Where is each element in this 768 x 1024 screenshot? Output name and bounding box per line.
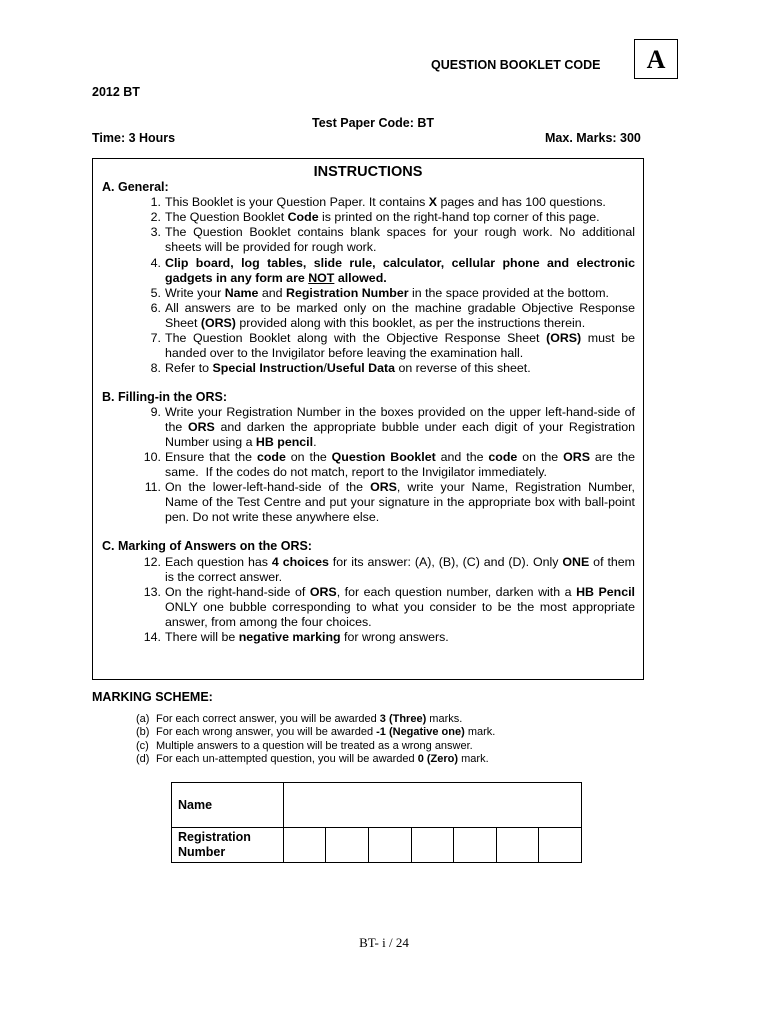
instruction-item: 2. The Question Booklet Code is printed on the right-hand top corner of this page. (150, 210, 600, 224)
instruction-item: 7. The Question Booklet along with the Objective Response Sheet (ORS) must be handed over to the Invigilator before leaving the examination hall. (150, 331, 635, 361)
registration-digit-box[interactable] (284, 828, 326, 863)
instruction-item: 13. On the right-hand-side of ORS, for each question number, darken with a HB Pencil ONLY one bubble corresponding to what you consider to be the most appropriate answer, from among the four choices. (143, 585, 635, 630)
instruction-item: 8. Refer to Special Instruction/Useful Data on reverse of this sheet. (150, 361, 531, 375)
marking-scheme-item: (a) For each correct answer, you will be awarded 3 (Three) marks. (136, 713, 463, 725)
registration-digit-box[interactable] (454, 828, 497, 863)
section-general-heading: A. General: (102, 180, 169, 194)
registration-number-label: Registration Number (172, 828, 284, 863)
marking-scheme-item: (d) For each un-attempted question, you will be awarded 0 (Zero) mark. (136, 753, 489, 765)
registration-digit-box[interactable] (412, 828, 454, 863)
name-label: Name (172, 783, 284, 828)
instruction-item: 1. This Booklet is your Question Paper. It contains X pages and has 100 questions. (150, 195, 606, 209)
section-ors-heading: B. Filling-in the ORS: (102, 390, 227, 404)
name-field[interactable] (284, 783, 582, 828)
time-allowed: Time: 3 Hours (92, 131, 176, 145)
page-number: BT- i / 24 (359, 935, 409, 950)
year-code: 2012 BT (92, 85, 140, 99)
section-marking-heading: C. Marking of Answers on the ORS: (102, 539, 312, 553)
instruction-item: 4. Clip board, log tables, slide rule, calculator, cellular phone and electronic gadgets in any form are NOT allowed. (150, 256, 635, 286)
instruction-item: 11. On the lower-left-hand-side of the ORS, write your Name, Registration Number, Name of the Test Centre and put your signature in the appropriate box with ball-point pen. Do not write these anywhere else. (144, 480, 635, 525)
booklet-code-label: QUESTION BOOKLET CODE (431, 58, 601, 72)
registration-digit-box[interactable] (539, 828, 582, 863)
instruction-item: 6. All answers are to be marked only on the machine gradable Objective Response Sheet (ORS) provided along with this booklet, as per the instructions therein. (150, 301, 635, 331)
registration-digit-box[interactable] (497, 828, 539, 863)
marking-scheme-item: (c) Multiple answers to a question will be treated as a wrong answer. (136, 740, 473, 752)
instruction-item: 3. The Question Booklet contains blank spaces for your rough work. No additional sheets will be provided for rough work. (150, 225, 635, 255)
marking-scheme-heading: MARKING SCHEME: (92, 690, 213, 704)
booklet-code-box: A (634, 39, 678, 79)
instruction-item: 5. Write your Name and Registration Number in the space provided at the bottom. (150, 286, 609, 300)
registration-digit-box[interactable] (369, 828, 412, 863)
registration-digit-box[interactable] (326, 828, 369, 863)
max-marks: Max. Marks: 300 (545, 131, 641, 145)
marking-scheme-item: (b) For each wrong answer, you will be awarded -1 (Negative one) mark. (136, 726, 496, 738)
instruction-item: 10. Ensure that the code on the Question Booklet and the code on the ORS are the same. If the codes do not match, report to the Invigilator immediately. (143, 450, 635, 480)
instruction-item: 9. Write your Registration Number in the boxes provided on the upper left-hand-side of the ORS and darken the appropriate bubble under each digit of your Registration Number using a HB pencil. (150, 405, 636, 450)
candidate-details-table (171, 782, 582, 863)
instruction-item: 14. There will be negative marking for wrong answers. (143, 630, 449, 644)
instruction-item: 12. Each question has 4 choices for its answer: (A), (B), (C) and (D). Only ONE of them is the correct answer. (143, 555, 636, 585)
test-paper-code: Test Paper Code: BT (312, 116, 435, 130)
instructions-box (92, 158, 644, 680)
instructions-title: INSTRUCTIONS (313, 164, 423, 180)
